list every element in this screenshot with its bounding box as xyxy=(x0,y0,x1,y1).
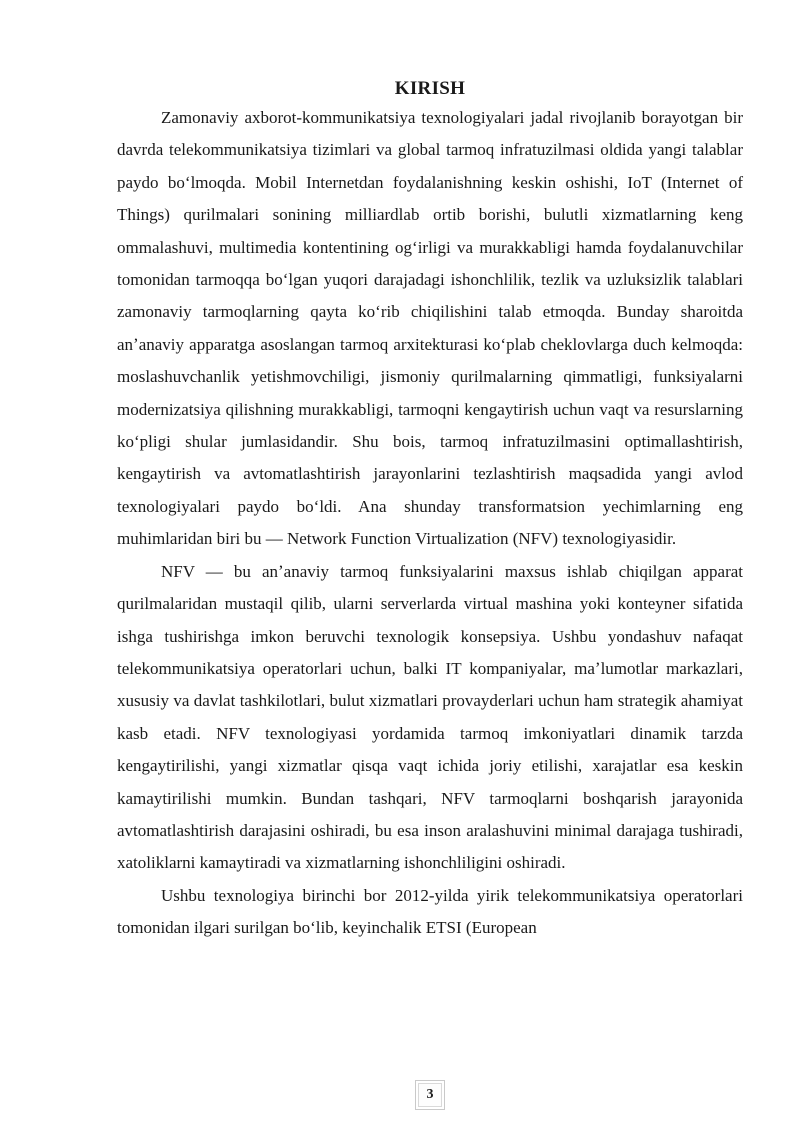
page-number: 3 xyxy=(415,1080,445,1110)
paragraph-nfv-definition: NFV — bu anʼanaviy tarmoq funksiyalarini maxsus ishlab chiqilgan apparat qurilmalaridan mustaqil qilib, ularni serverlarda virtual mashina yoki konteyner sifatida ishga tushirishga imkon beruvchi texnologik konsepsiya. Ushbu yondashuv nafaqat telekommunikatsiya operatorlari uchun, balki IT kompaniyalar, maʼlumotlar markazlari, xususiy va davlat tashkilotlari, bulut xizmatlari provayderlari uchun ham strategik ahamiyat kasb etadi. NFV texnologiyasi yordamida tarmoq imkoniyatlari dinamik tarzda kengaytirilishi, yangi xizmatlar qisqa vaqt ichida joriy etilishi, xarajatlar esa keskin kamaytirilishi mumkin. Bundan tashqari, NFV tarmoqlarni boshqarish jarayonida avtomatlashtirish darajasini oshiradi, bu esa inson aralashuvini minimal darajaga tushiradi, xatoliklarni kamaytiradi va xizmatlarning ishonchliligini oshiradi. xyxy=(117,561,743,873)
page-title: KIRISH xyxy=(394,78,466,99)
paragraph-intro: Zamonaviy axborot-kommunikatsiya texnologiyalari jadal rivojlanib borayotgan bir davrda telekommunikatsiya tizimlari va global tarmoq infratuzilmasi oldida yangi talablar paydo boʻlmoqda. Mobil Internetdan foydalanishning keskin oshishi, IoT (Internet of Things) qurilmalari sonining milliardlab ortib borishi, bulutli xizmatlarning keng ommalashuvi, multimedia kontentining ogʻirligi va murakkabligi hamda foydalanuvchilar tomonidan tarmoqqa boʻlgan yuqori darajadagi ishonchlilik, tezlik va uzluksizlik talablari zamonaviy tarmoqlarning qayta koʻrib chiqilishini talab etmoqda. Bunday sharoitda anʼanaviy apparatga asoslangan tarmoq arxitekturasi koʻplab cheklovlarga duch kelmoqda: moslashuvchanlik yetishmovchiligi, jismoniy qurilmalarning qimmatligi, funksiyalarni modernizatsiya qilishning murakkabligi, tarmoqni kengaytirish uchun vaqt va resurslarning koʻpligi shular jumlasidandir. Shu bois, tarmoq infratuzilmasini optimallashtirish, kengaytirish va avtomatlashtirish jarayonlarini tezlashtirish maqsadida yangi avlod texnologiyalari paydo boʻldi. Ana shunday transformatsion yechimlarning eng muhimlaridan biri bu — Network Function Virtualization (NFV) texnologiyasidir. xyxy=(117,108,743,549)
document-page xyxy=(117,76,743,945)
paragraph-history: Ushbu texnologiya birinchi bor 2012-yilda yirik telekommunikatsiya operatorlari tomonidan ilgari surilgan boʻlib, keyinchalik ETSI (European xyxy=(117,885,743,938)
